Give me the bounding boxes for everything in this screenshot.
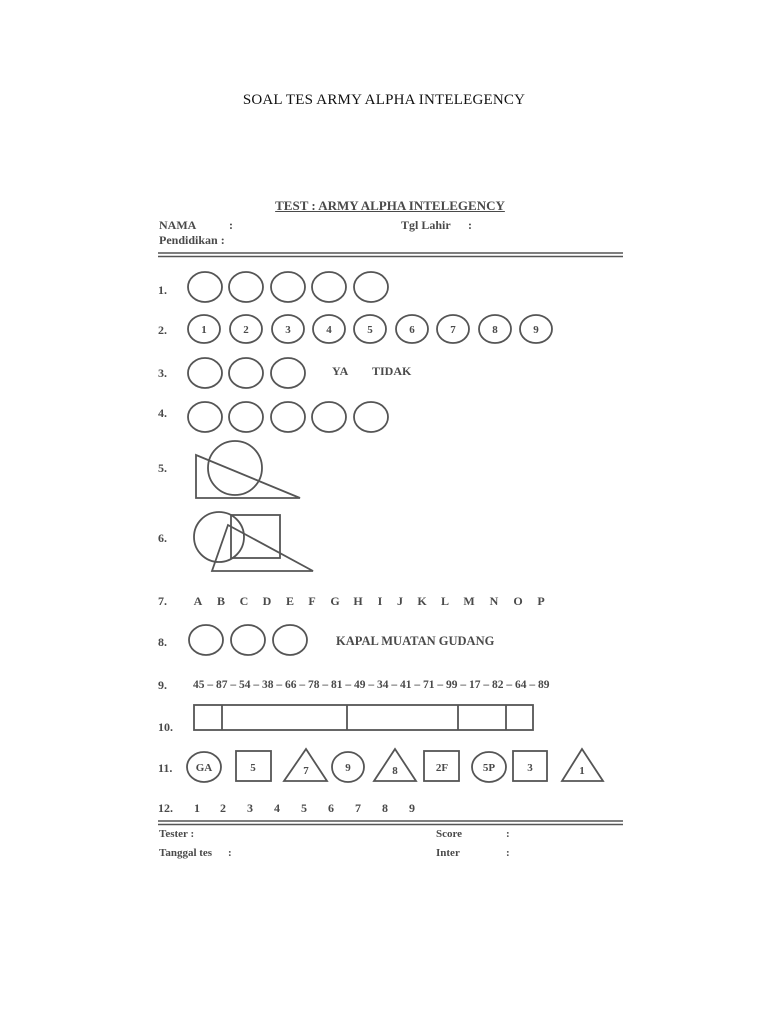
item-11-label: 7 xyxy=(303,765,309,777)
item-12-digit[interactable]: 3 xyxy=(247,801,253,815)
item-11-label: GA xyxy=(195,762,213,774)
score-colon: : xyxy=(506,828,510,840)
item-2-label: 2 xyxy=(243,324,249,336)
item-2-label: 5 xyxy=(367,324,373,336)
item-3-circle[interactable] xyxy=(229,358,263,388)
item-7-letter[interactable]: B xyxy=(216,594,226,608)
item-7-letters xyxy=(194,594,545,608)
item-10-outer-box xyxy=(194,705,533,730)
item-7-letter[interactable]: F xyxy=(308,594,316,608)
item-4-circle[interactable] xyxy=(188,402,222,432)
item-12-digit[interactable]: 5 xyxy=(301,801,307,815)
nama-label: NAMA xyxy=(159,218,197,232)
item-6-number: 6. xyxy=(158,531,167,545)
item-2-label: 6 xyxy=(409,324,415,336)
item-7-letter[interactable]: G xyxy=(330,594,340,608)
item-12-digit[interactable]: 7 xyxy=(355,801,361,815)
item-9-sequence: 45 – 87 – 54 – 38 – 66 – 78 – 81 – 49 – 34 – 41 – 71 – 99 – 17 – 82 – 64 – 89 xyxy=(193,679,550,691)
item-1-circle[interactable] xyxy=(188,272,222,302)
item-8-circle[interactable] xyxy=(273,625,307,655)
item-2-label: 4 xyxy=(326,324,332,336)
item-8-circles xyxy=(189,625,307,655)
item-4-circle[interactable] xyxy=(354,402,388,432)
item-9-number: 9. xyxy=(158,678,167,692)
item-4-number: 4. xyxy=(158,406,167,420)
item-12-digit[interactable]: 9 xyxy=(409,801,415,815)
item-7-letter[interactable]: C xyxy=(239,594,249,608)
tester-label: Tester : xyxy=(159,828,195,840)
item-12-digit[interactable]: 2 xyxy=(220,801,226,815)
item-7-letter[interactable]: M xyxy=(463,594,475,608)
item-4-circle[interactable] xyxy=(229,402,263,432)
item-4-circle[interactable] xyxy=(271,402,305,432)
item-4-circles xyxy=(188,402,388,432)
pendidikan-label: Pendidikan : xyxy=(159,233,225,247)
item-1-circles xyxy=(188,272,388,302)
item-7-letter[interactable]: H xyxy=(353,594,363,608)
item-11-label: 5 xyxy=(250,762,256,774)
item-2-number: 2. xyxy=(158,323,167,337)
item-10-number: 10. xyxy=(158,720,173,734)
tanggal-tes-colon: : xyxy=(228,847,232,859)
item-12-digit[interactable]: 4 xyxy=(274,801,280,815)
form-title: TEST : ARMY ALPHA INTELEGENCY xyxy=(275,198,505,213)
item-1-number: 1. xyxy=(158,283,167,297)
item-7-letter[interactable]: I xyxy=(377,594,383,608)
item-11-label: 8 xyxy=(392,765,398,777)
item-11-label: 2F xyxy=(435,762,449,774)
item-2-label: 9 xyxy=(533,324,539,336)
item-11-label: 5P xyxy=(482,762,496,774)
item-11-label: 1 xyxy=(579,765,585,777)
item-8-number: 8. xyxy=(158,635,167,649)
item-1-circle[interactable] xyxy=(312,272,346,302)
item-7-letter[interactable]: N xyxy=(489,594,499,608)
item-8-words: KAPAL MUATAN GUDANG xyxy=(336,634,495,648)
item-12-digit[interactable]: 8 xyxy=(382,801,388,815)
item-7-letter[interactable]: J xyxy=(397,594,403,608)
item-7-letter[interactable]: E xyxy=(285,594,295,608)
item-5-circle-shape xyxy=(208,441,262,495)
item-6-circle-shape xyxy=(194,512,244,562)
item-8-circle[interactable] xyxy=(189,625,223,655)
inter-label: Inter xyxy=(436,847,460,859)
item-7-letter[interactable]: P xyxy=(537,594,545,608)
item-2-label: 1 xyxy=(201,324,207,336)
page-title: SOAL TES ARMY ALPHA INTELEGENCY xyxy=(242,92,526,108)
item-1-circle[interactable] xyxy=(229,272,263,302)
item-12-digit[interactable]: 1 xyxy=(194,801,200,815)
score-label: Score xyxy=(436,828,463,840)
item-1-circle[interactable] xyxy=(354,272,388,302)
item-11-label: 9 xyxy=(345,762,351,774)
item-3-ya: YA xyxy=(332,364,349,378)
item-11-label: 3 xyxy=(527,762,533,774)
inter-colon: : xyxy=(506,847,510,859)
item-8-circle[interactable] xyxy=(231,625,265,655)
item-7-number: 7. xyxy=(158,594,167,608)
item-7-letter[interactable]: D xyxy=(262,594,272,608)
item-2-label: 3 xyxy=(285,324,291,336)
item-4-circle[interactable] xyxy=(312,402,346,432)
item-2-label: 8 xyxy=(492,324,498,336)
tgl-lahir-colon: : xyxy=(468,218,472,232)
item-3-number: 3. xyxy=(158,366,167,380)
item-1-circle[interactable] xyxy=(271,272,305,302)
nama-colon: : xyxy=(229,218,233,232)
item-7-letter[interactable]: A xyxy=(193,594,203,608)
item-5-number: 5. xyxy=(158,461,167,475)
item-10-boxes xyxy=(194,705,533,730)
item-3-circle[interactable] xyxy=(188,358,222,388)
item-2-label: 7 xyxy=(450,324,456,336)
tanggal-tes-label: Tanggal tes xyxy=(159,847,213,859)
item-3-tidak: TIDAK xyxy=(372,364,412,378)
item-7-letter[interactable]: K xyxy=(417,594,427,608)
item-11-number: 11. xyxy=(158,761,173,775)
item-5-figure[interactable] xyxy=(196,441,300,498)
item-12-number: 12. xyxy=(158,801,173,815)
item-3-circles xyxy=(188,358,305,388)
item-7-letter[interactable]: L xyxy=(440,594,450,608)
item-3-circle[interactable] xyxy=(271,358,305,388)
tgl-lahir-label: Tgl Lahir xyxy=(401,218,451,232)
item-12-digits xyxy=(194,801,415,815)
item-6-triangle-shape xyxy=(212,525,313,571)
item-7-letter[interactable]: O xyxy=(513,594,523,608)
item-12-digit[interactable]: 6 xyxy=(328,801,334,815)
item-6-figure[interactable] xyxy=(194,512,313,571)
